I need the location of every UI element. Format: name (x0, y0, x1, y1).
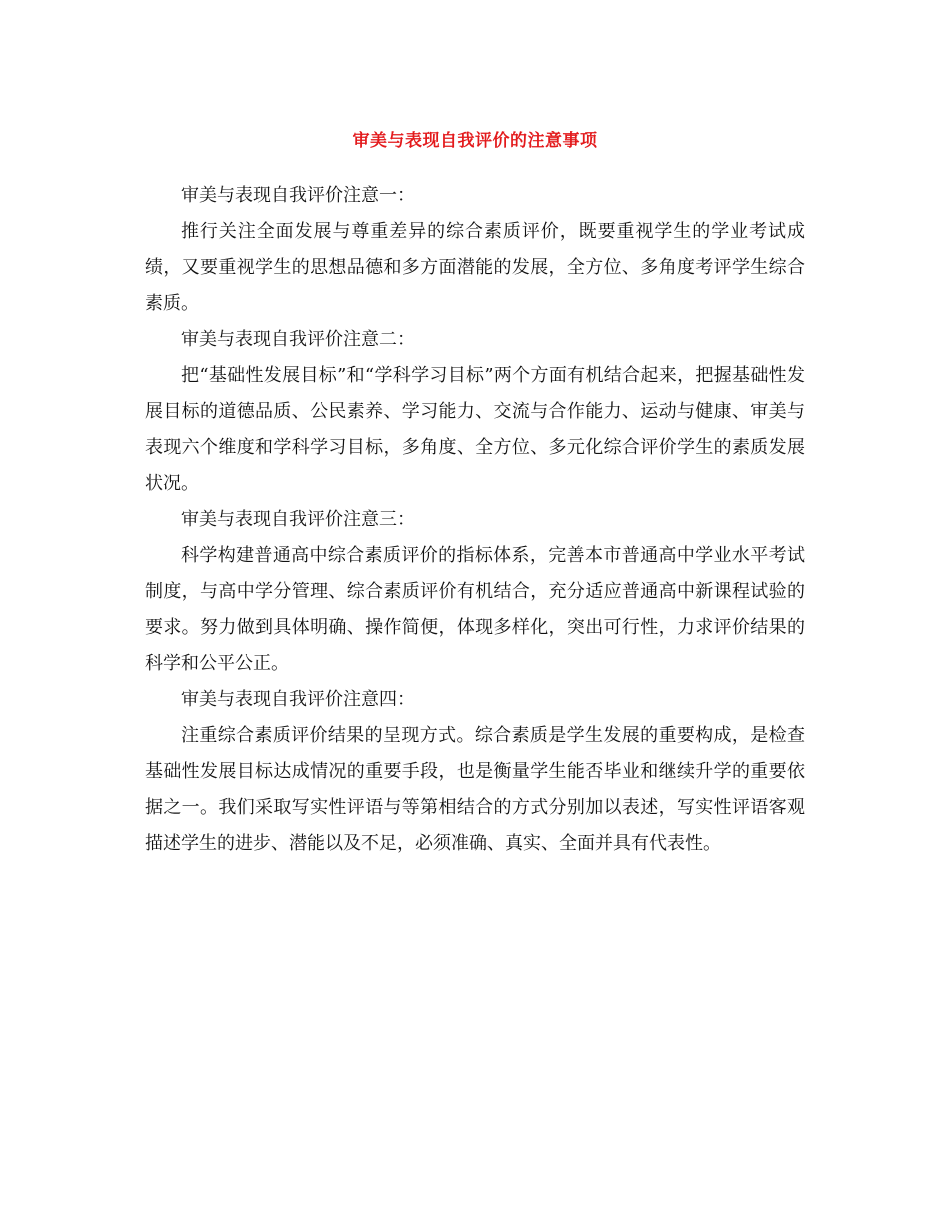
document-body (145, 178, 805, 862)
section-paragraph-4: 注重综合素质评价结果的呈现方式。综合素质是学生发展的重要构成，是检查基础性发展目标达成情况的重要手段，也是衡量学生能否毕业和继续升学的重要依据之一。我们采取写实性评语与等第相结合的方式分别加以表述，写实性评语客观描述学生的进步、潜能以及不足，必须准确、真实、全面并具有代表性。 (145, 725, 805, 854)
section-heading-1: 审美与表现自我评价注意一： (181, 185, 415, 206)
document-title: 审美与表现自我评价的注意事项 (352, 131, 598, 151)
section-paragraph-3: 科学构建普通高中综合素质评价的指标体系，完善本市普通高中学业水平考试制度，与高中学分管理、综合素质评价有机结合，充分适应普通高中新课程试验的要求。努力做到具体明确、操作简便，体现多样化，突出可行性，力求评价结果的科学和公平公正。 (145, 545, 805, 674)
section-heading-2: 审美与表现自我评价注意二： (181, 329, 415, 350)
section-heading-3: 审美与表现自我评价注意三： (181, 509, 415, 530)
section-heading-4: 审美与表现自我评价注意四： (181, 689, 415, 710)
section-paragraph-1: 推行关注全面发展与尊重差异的综合素质评价，既要重视学生的学业考试成绩，又要重视学生的思想品德和多方面潜能的发展，全方位、多角度考评学生综合素质。 (145, 221, 805, 314)
section-paragraph-2: 把“基础性发展目标”和“学科学习目标”两个方面有机结合起来，把握基础性发展目标的道德品质、公民素养、学习能力、交流与合作能力、运动与健康、审美与表现六个维度和学科学习目标，多角度、全方位、多元化综合评价学生的素质发展状况。 (145, 365, 805, 494)
